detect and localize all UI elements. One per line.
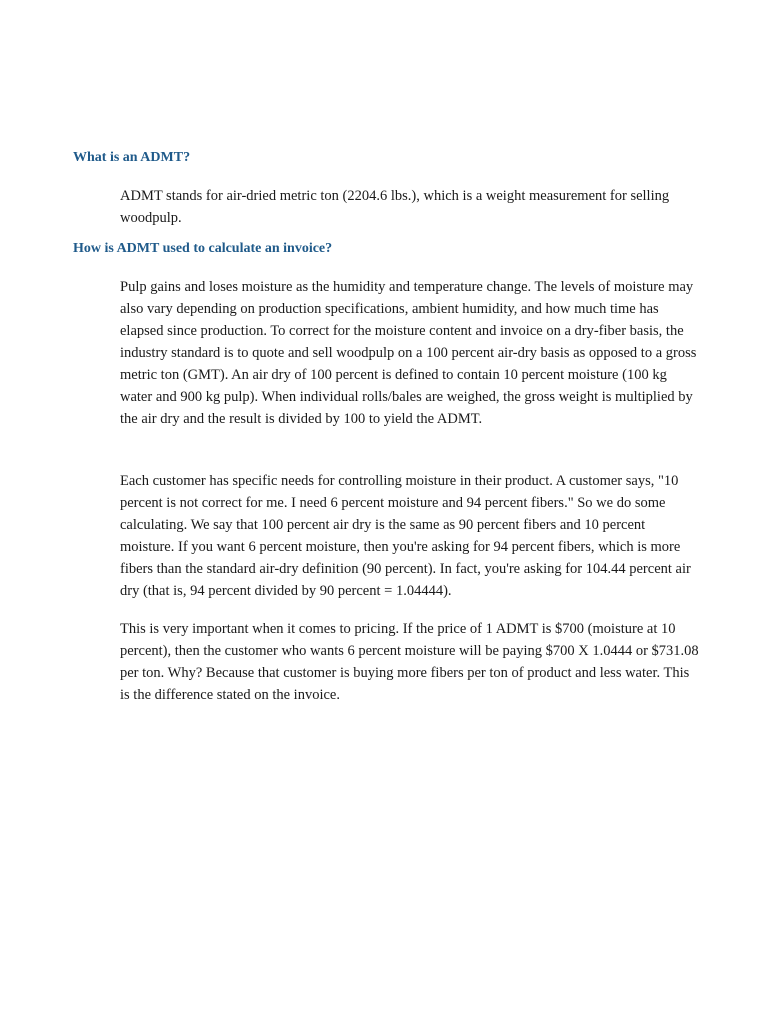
paragraph-pricing: This is very important when it comes to pricing. If the price of 1 ADMT is $700 (moisture at 10 percent), then the customer who wants 6 percent moisture will be paying $700 X 1.0444 or $731.08 per ton. Why? Because that customer is buying more fibers per ton of product and less water. This is the difference stated on the invoice. (120, 621, 699, 703)
heading-what-is-admt: What is an ADMT? (73, 150, 191, 165)
paragraph-customer-needs: Each customer has specific needs for controlling moisture in their product. A customer says, "10 percent is not correct for me. I need 6 percent moisture and 94 percent fibers." So we do some calculating. We say that 100 percent air dry is the same as 90 percent fibers and 10 percent moisture. If you want 6 percent moisture, then you're asking for 94 percent fibers, which is more fibers than the standard air-dry definition (90 percent). In fact, you're asking for 104.44 percent air dry (that is, 94 percent divided by 90 percent = 1.04444). (120, 473, 691, 599)
paragraph-moisture-standard: Pulp gains and loses moisture as the humidity and temperature change. The levels of moisture may also vary depending on production specifications, ambient humidity, and how much time has elapsed since production. To correct for the moisture content and invoice on a dry-fiber basis, the industry standard is to quote and sell woodpulp on a 100 percent air-dry basis as opposed to a gross metric ton (GMT). An air dry of 100 percent is defined to contain 10 percent moisture (100 kg water and 900 kg pulp). When individual rolls/bales are weighed, the gross weight is multiplied by the air dry and the result is divided by 100 to yield the ADMT. (120, 279, 697, 427)
paragraph-admt-definition: ADMT stands for air-dried metric ton (2204.6 lbs.), which is a weight measurement for selling woodpulp. (120, 188, 670, 226)
heading-admt-invoice: How is ADMT used to calculate an invoice? (73, 241, 333, 256)
